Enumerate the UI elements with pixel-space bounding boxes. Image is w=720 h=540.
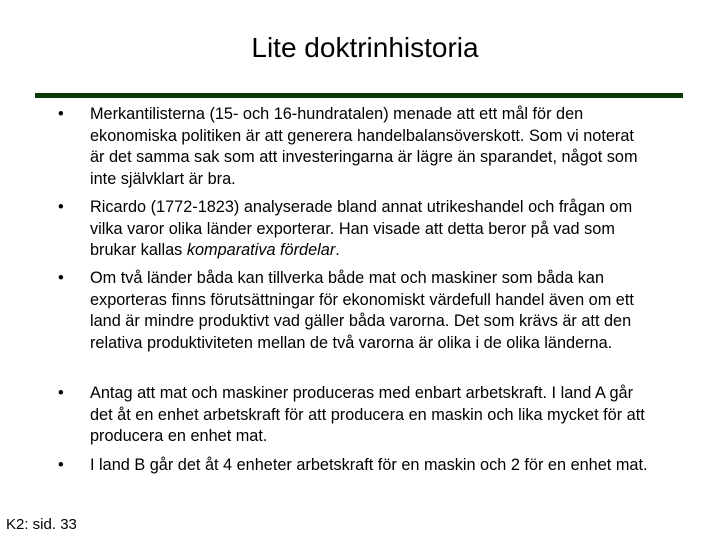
bullet-icon: • (58, 198, 64, 216)
title-divider (35, 93, 683, 98)
bullet-icon: • (58, 456, 64, 474)
bullet-text-part: Ricardo (1772-1823) analyserade bland annat utrikeshandel och frågan om vilka varor olika länder exporterar. Han visade att detta beror på vad som brukar kallas (90, 198, 633, 260)
bullet-item (58, 455, 658, 477)
bullet-text-italic: komparativa fördelar (186, 241, 336, 260)
bullet-item (58, 104, 658, 191)
bullet-item (58, 197, 658, 262)
bullet-text: Antag att mat och maskiner produceras med enbart arbetskraft. I land A går det åt en enhet arbetskraft för att producera en maskin och lika mycket för att producera en enhet mat. (90, 384, 645, 446)
bullet-text-part: . (335, 241, 340, 260)
bullet-item (58, 383, 658, 448)
bullet-text: Merkantilisterna (15- och 16-hundratalen) menade att ett mål för den ekonomiska politiken är att generera handelbalansöverskott. Som vi noterat är det samma sak som att investeringarna är lägre än sparandet, något som inte självklart är bra. (90, 105, 638, 189)
slide-title: Lite doktrinhistoria (251, 32, 479, 63)
bullet-item (58, 268, 658, 355)
bullet-icon: • (58, 105, 64, 123)
bullet-text (90, 197, 650, 262)
bullet-text: Om två länder båda kan tillverka både mat och maskiner som båda kan exporteras finns förutsättningar för ekonomiskt värdefull handel även om ett land är mindre produktivt vad gäller båda varorna. Det som krävs är att den relativa produktiviteten mellan de två varorna är olika i de olika länderna. (90, 269, 634, 353)
bullet-text: I land B går det åt 4 enheter arbetskraft för en maskin och 2 för en enhet mat. (90, 456, 648, 474)
slide-footer: K2: sid. 33 (6, 516, 77, 533)
bullet-icon: • (58, 384, 64, 402)
bullet-icon: • (58, 269, 64, 287)
